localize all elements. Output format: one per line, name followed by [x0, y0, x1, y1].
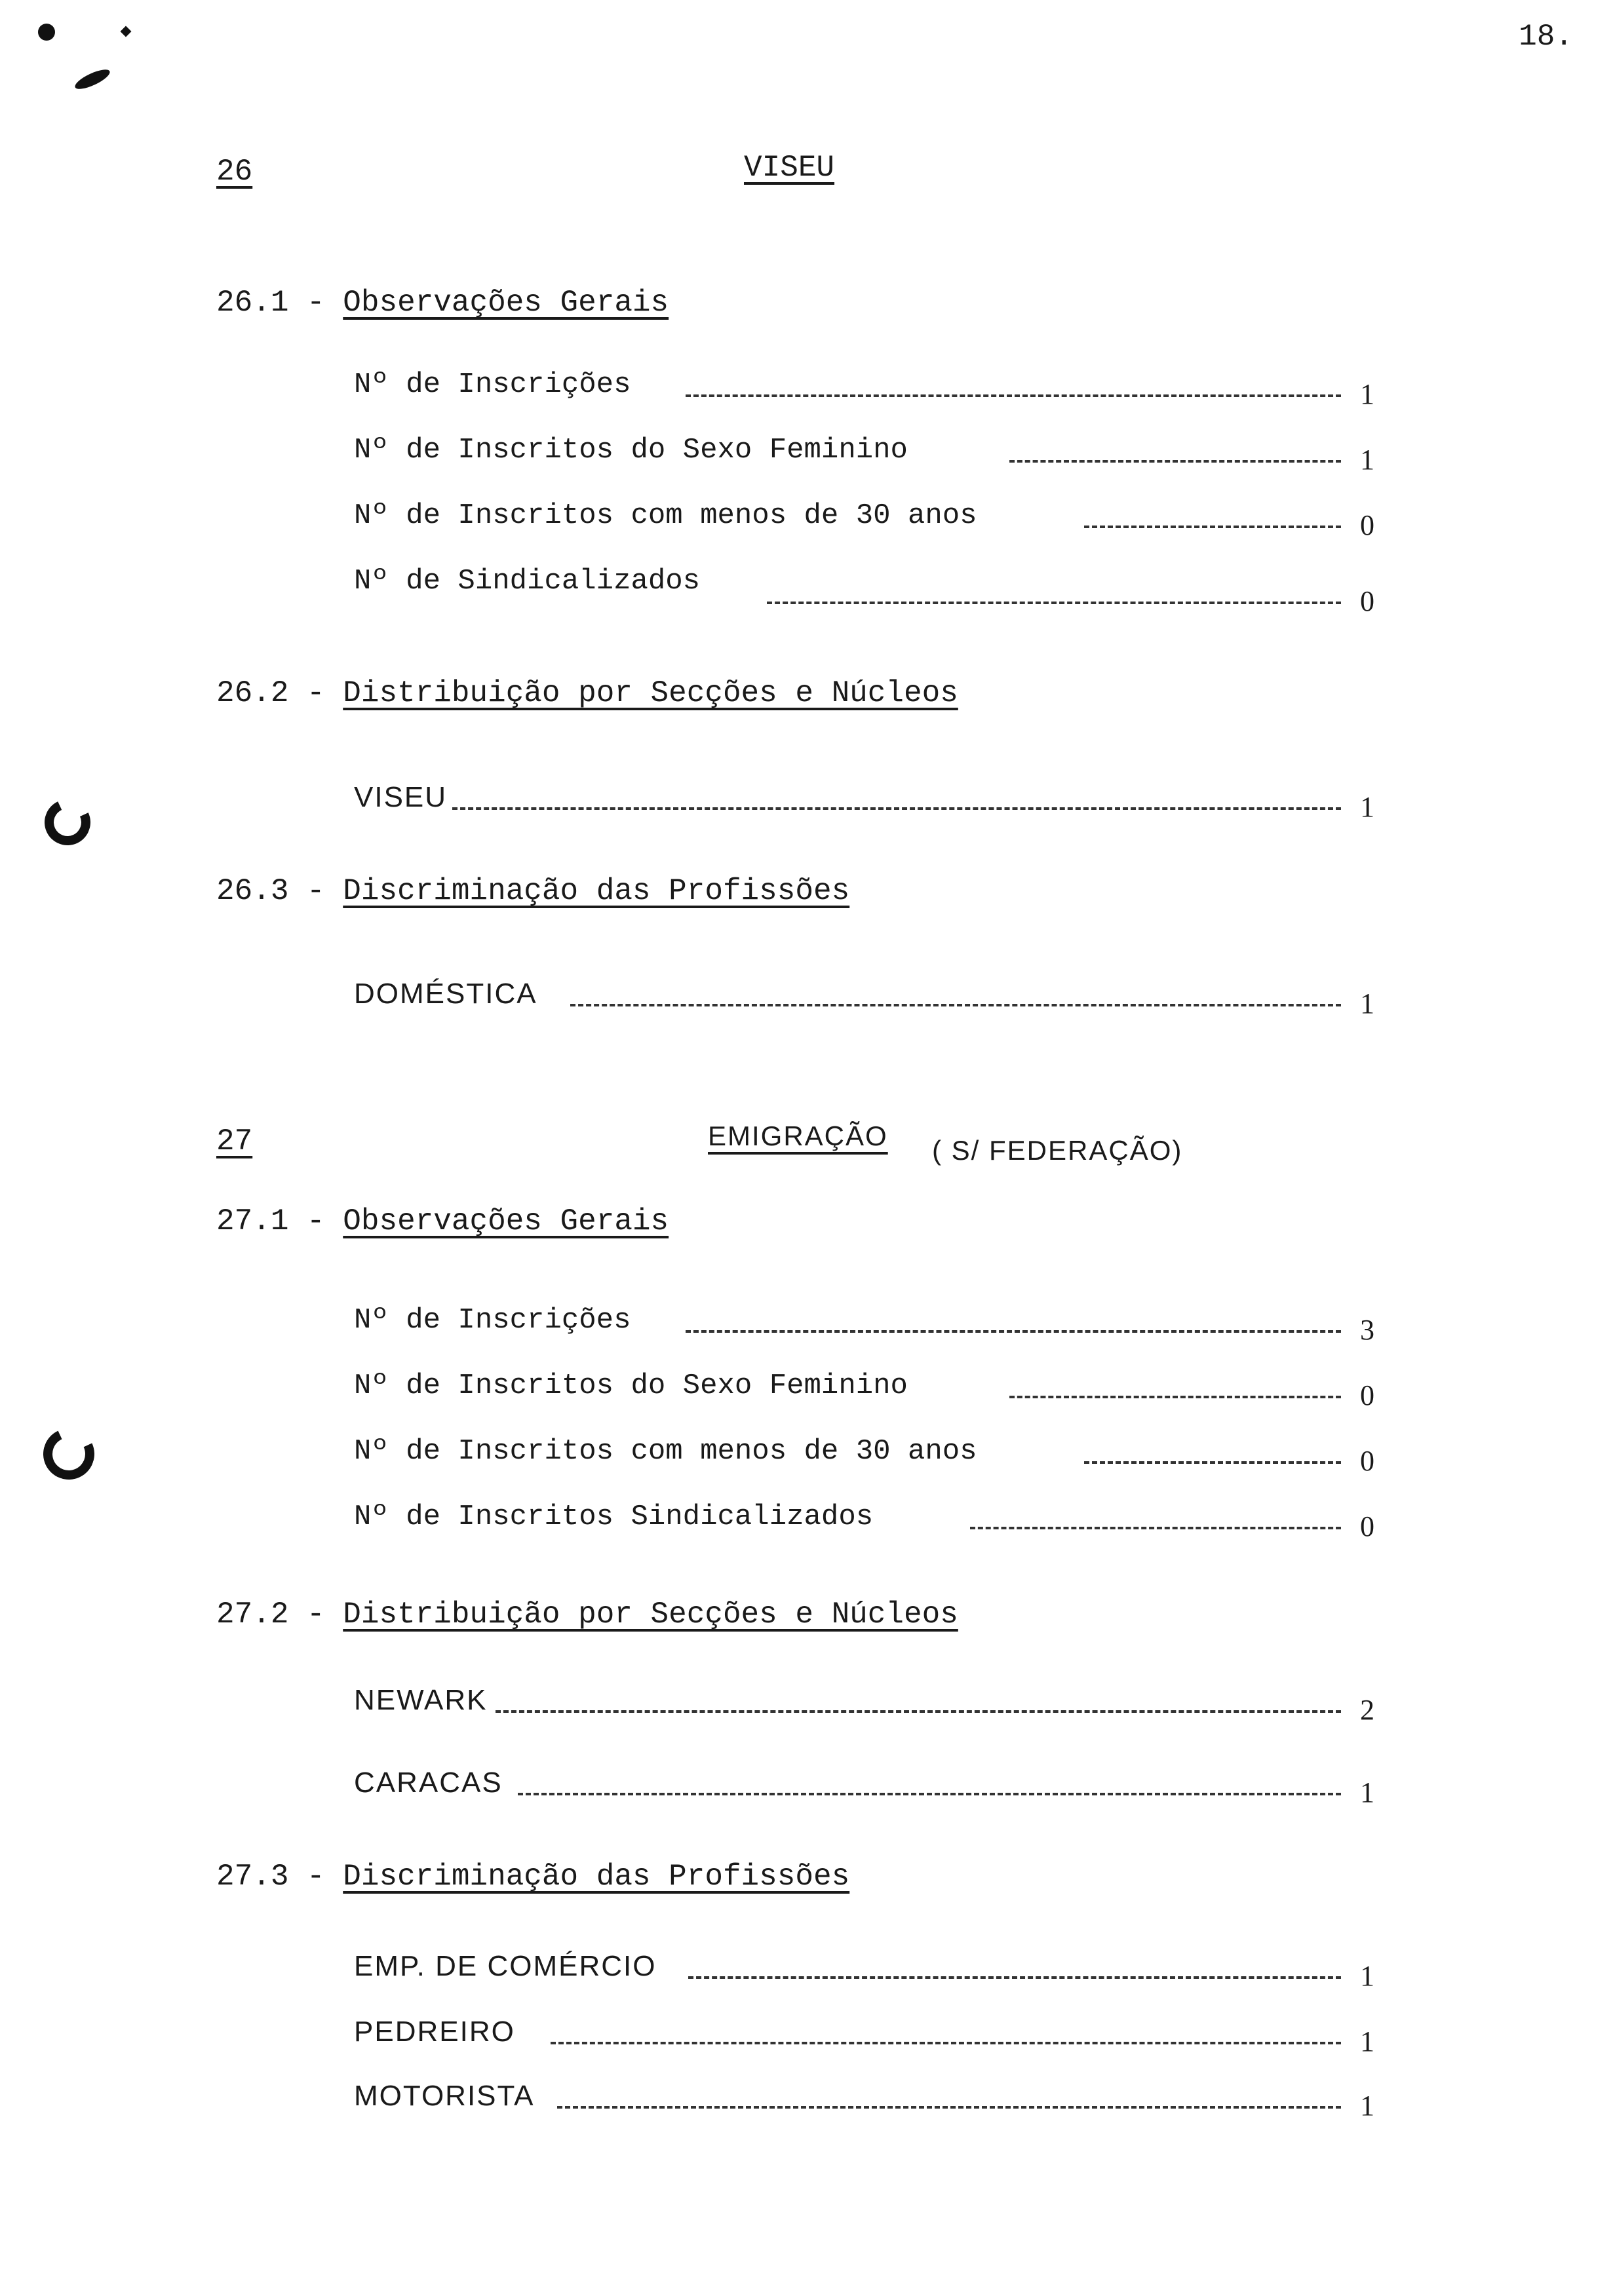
- subsection-title: Distribuição por Secções e Núcleos: [343, 1598, 958, 1632]
- dash-leader: [1084, 1461, 1341, 1464]
- stat-value: 0: [1360, 1445, 1374, 1477]
- stat-value: 3: [1360, 1314, 1374, 1346]
- stat-row: [354, 1950, 1376, 1996]
- stat-value: 1: [1360, 2090, 1374, 2122]
- speck-mark: [121, 26, 132, 37]
- dash-leader: [1084, 526, 1341, 528]
- subsection-heading: 27.3 - Discriminação das Profissões: [216, 1860, 850, 1894]
- page-number: 18.: [1519, 20, 1573, 54]
- stat-value: 1: [1360, 1776, 1374, 1808]
- dash-leader: [518, 1793, 1341, 1795]
- stat-row: [354, 434, 1376, 480]
- subsection-heading: 26.3 - Discriminação das Profissões: [216, 874, 850, 908]
- stat-label: Nº de Inscritos do Sexo Feminino: [354, 434, 910, 467]
- stat-value: 1: [1360, 378, 1374, 410]
- stat-row: [354, 1369, 1376, 1415]
- punch-mark-top: [38, 24, 55, 41]
- dash-leader: [1009, 460, 1341, 463]
- subsection-heading: 27.1 - Observações Gerais: [216, 1204, 669, 1238]
- stat-label: Nº de Inscritos com menos de 30 anos: [354, 499, 980, 532]
- stat-value: 1: [1360, 791, 1374, 823]
- stat-row: [354, 978, 1376, 1024]
- dash-leader: [452, 807, 1341, 810]
- stat-value: 1: [1360, 444, 1374, 476]
- dash-leader: [970, 1527, 1341, 1529]
- stat-row: [354, 1501, 1376, 1546]
- stat-label: VISEU: [354, 781, 450, 814]
- stat-row: [354, 1435, 1376, 1481]
- stat-value: 1: [1360, 1960, 1374, 1992]
- stat-label: CARACAS: [354, 1767, 505, 1799]
- stat-row: [354, 2080, 1376, 2126]
- binder-ring-mark-lower: [36, 1421, 102, 1487]
- stat-row: [354, 781, 1376, 827]
- stat-value: 0: [1360, 1510, 1374, 1542]
- stat-value: 0: [1360, 1379, 1374, 1411]
- stat-label: PEDREIRO: [354, 2016, 518, 2048]
- section-number: 26: [216, 155, 253, 189]
- dash-leader: [686, 1330, 1341, 1333]
- stat-label: Nº de Inscritos Sindicalizados: [354, 1501, 876, 1533]
- stat-label: DOMÉSTICA: [354, 978, 540, 1010]
- dash-leader: [767, 602, 1341, 604]
- subsection-heading: 26.1 - Observações Gerais: [216, 286, 669, 320]
- stat-value: 1: [1360, 2025, 1374, 2057]
- subsection-heading: 27.2 - Distribuição por Secções e Núcleos: [216, 1598, 958, 1632]
- stat-value: 0: [1360, 585, 1374, 617]
- section-title: VISEU: [744, 151, 835, 185]
- dash-leader: [557, 2106, 1341, 2109]
- stat-value: 0: [1360, 509, 1374, 541]
- stat-row: [354, 368, 1376, 414]
- subsection-title: Discriminação das Profissões: [343, 1860, 850, 1894]
- subsection-title: Observações Gerais: [343, 286, 669, 320]
- stat-label: Nº de Inscritos com menos de 30 anos: [354, 1435, 980, 1468]
- subsection-title: Discriminação das Profissões: [343, 874, 850, 908]
- binder-ring-mark-upper: [38, 793, 97, 852]
- smudge-mark: [73, 66, 112, 93]
- stat-label: Nº de Inscritos do Sexo Feminino: [354, 1369, 910, 1402]
- stat-value: 1: [1360, 987, 1374, 1020]
- stat-label: EMP. DE COMÉRCIO: [354, 1950, 659, 1983]
- stat-row: [354, 565, 1376, 617]
- stat-value: 2: [1360, 1694, 1374, 1726]
- dash-leader: [496, 1710, 1341, 1713]
- section-number: 27: [216, 1124, 253, 1158]
- subsection-heading: 26.2 - Distribuição por Secções e Núcleos: [216, 676, 958, 710]
- section-title: EMIGRAÇÃO: [708, 1120, 888, 1151]
- dash-leader: [551, 2042, 1341, 2044]
- subsection-number: 26.2: [216, 676, 289, 710]
- subsection-number: 27.1: [216, 1204, 289, 1238]
- stat-label: NEWARK: [354, 1684, 490, 1717]
- dash-leader: [686, 394, 1341, 397]
- stat-row: [354, 1684, 1376, 1730]
- dash-leader: [1009, 1396, 1341, 1398]
- dash-leader: [688, 1976, 1341, 1979]
- stat-row: [354, 1304, 1376, 1350]
- stat-row: [354, 499, 1376, 545]
- stat-label: Nº de Inscrições: [354, 368, 633, 401]
- stat-row: [354, 1767, 1376, 1812]
- subsection-number: 27.3: [216, 1860, 289, 1894]
- subsection-number: 26.3: [216, 874, 289, 908]
- subsection-number: 26.1: [216, 286, 289, 320]
- section-note: ( S/ FEDERAÇÃO): [932, 1135, 1183, 1166]
- subsection-title: Observações Gerais: [343, 1204, 669, 1238]
- dash-leader: [570, 1004, 1341, 1006]
- stat-row: [354, 2016, 1376, 2061]
- stat-label: Nº de Sindicalizados: [354, 565, 703, 598]
- stat-label: Nº de Inscrições: [354, 1304, 633, 1337]
- subsection-title: Distribuição por Secções e Núcleos: [343, 676, 958, 710]
- subsection-number: 27.2: [216, 1598, 289, 1632]
- stat-label: MOTORISTA: [354, 2080, 537, 2113]
